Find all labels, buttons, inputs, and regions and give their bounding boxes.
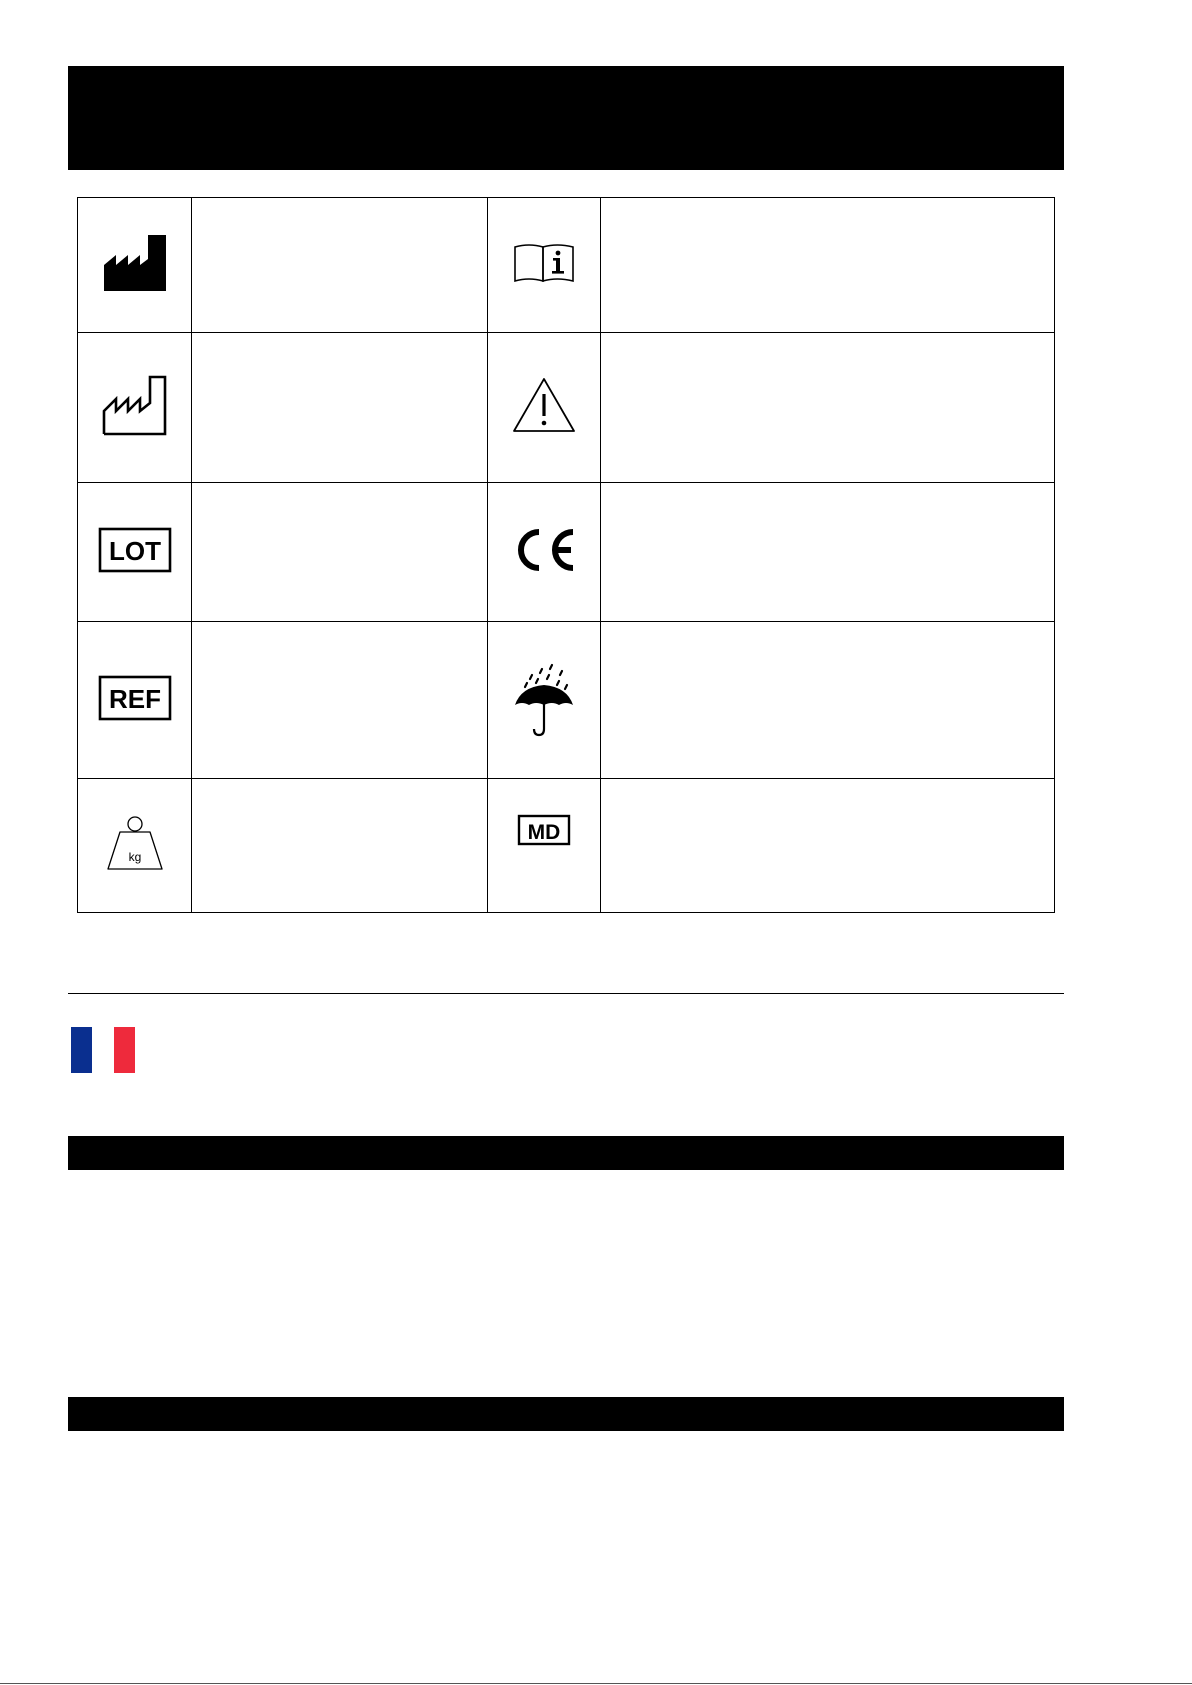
symbol-icon-cell xyxy=(488,622,601,779)
ref-icon xyxy=(98,675,172,721)
section-divider xyxy=(68,993,1064,994)
symbol-icon-cell xyxy=(488,779,601,913)
symbols-table xyxy=(77,197,1055,913)
manufacturer-icon xyxy=(102,233,168,293)
symbol-description xyxy=(192,779,488,913)
symbol-icon-cell xyxy=(488,333,601,483)
page-bottom-edge xyxy=(0,1683,1192,1684)
flag-stripe-white xyxy=(92,1027,113,1073)
flag-stripe-blue xyxy=(71,1027,92,1073)
caution-icon xyxy=(511,376,577,434)
symbol-description xyxy=(601,779,1055,913)
medical-device-icon xyxy=(517,814,571,846)
symbol-icon-cell xyxy=(78,483,192,622)
symbol-row xyxy=(78,622,1055,779)
md-label: MD xyxy=(527,821,561,844)
lot-icon xyxy=(98,527,172,573)
symbol-description xyxy=(601,483,1055,622)
date-of-manufacture-icon xyxy=(101,373,169,437)
symbol-description xyxy=(601,198,1055,333)
symbol-icon-cell xyxy=(488,198,601,333)
kg-label: kg xyxy=(128,850,141,864)
keep-dry-icon xyxy=(511,659,577,737)
ce-mark-graphic xyxy=(511,526,577,574)
header-bar xyxy=(68,66,1064,170)
ref-label: REF xyxy=(108,683,161,714)
symbol-icon-cell xyxy=(78,333,192,483)
symbol-description xyxy=(192,622,488,779)
instructions-icon xyxy=(513,243,575,283)
symbol-description xyxy=(601,333,1055,483)
symbol-description xyxy=(601,622,1055,779)
lot-label: LOT xyxy=(108,535,161,566)
weight-kg-icon xyxy=(106,815,164,871)
symbol-icon-cell xyxy=(488,483,601,622)
section-header-bar xyxy=(68,1397,1064,1431)
symbol-description xyxy=(192,333,488,483)
symbol-description xyxy=(192,483,488,622)
symbol-icon-cell xyxy=(78,779,192,913)
symbol-description xyxy=(192,198,488,333)
symbol-icon-cell xyxy=(78,198,192,333)
symbol-row xyxy=(78,779,1055,913)
symbol-row xyxy=(78,483,1055,622)
symbol-row xyxy=(78,333,1055,483)
flag-stripe-red xyxy=(114,1027,135,1073)
section-header-bar xyxy=(68,1136,1064,1170)
symbol-icon-cell xyxy=(78,622,192,779)
ce-mark-icon xyxy=(511,526,577,574)
symbol-row xyxy=(78,198,1055,333)
france-flag-icon xyxy=(71,1027,135,1073)
